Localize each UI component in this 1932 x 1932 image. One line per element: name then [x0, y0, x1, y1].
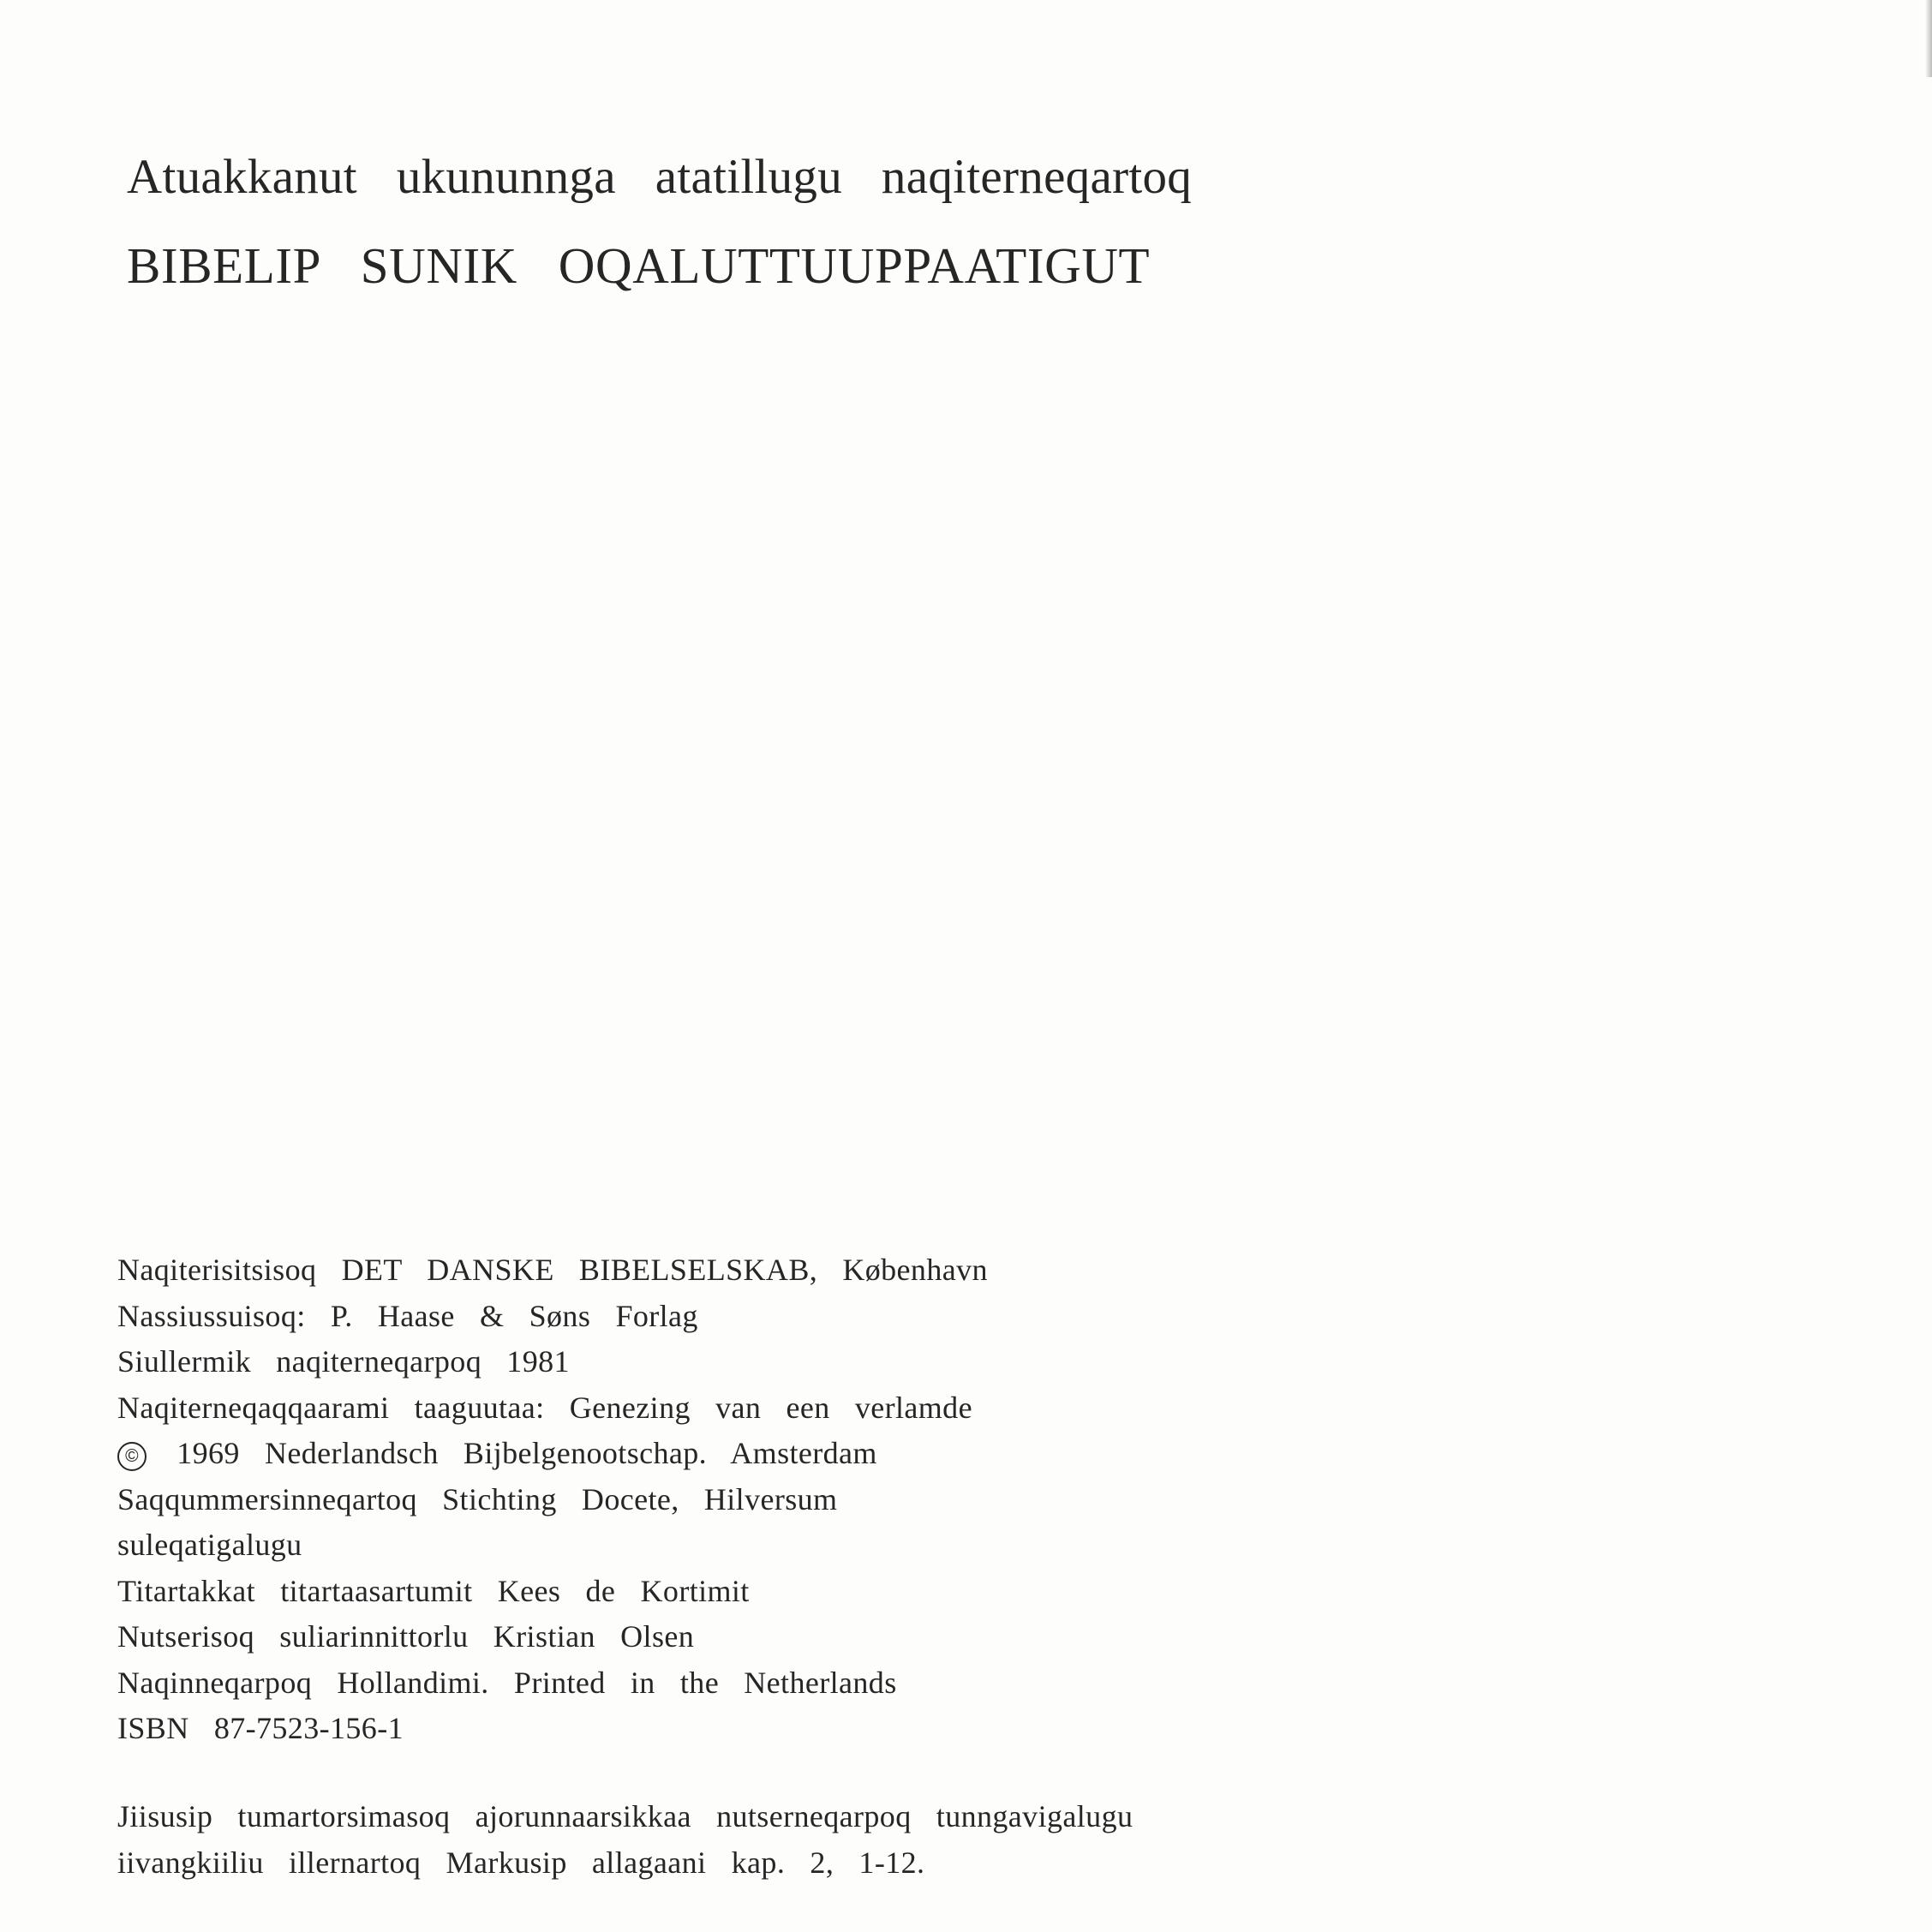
copyright-icon: ©	[117, 1442, 147, 1471]
book-title: BIBELIP SUNIK OQALUTTUUPPAATIGUT	[127, 237, 1151, 294]
page-edge-shadow	[1925, 0, 1932, 77]
produced-line: Saqqummersinneqartoq Stichting Docete, Hilversum	[117, 1481, 838, 1516]
imprint-block	[117, 1247, 1403, 1752]
publisher-line: Naqiterisitsisoq DET DANSKE BIBELSELSKAB, København	[117, 1253, 988, 1287]
note-line: iivangkiiliu illernartoq Markusip allagaani kap. 2, 1-12.	[117, 1845, 925, 1880]
copyright-row	[117, 1431, 1403, 1477]
translation-note	[117, 1794, 1403, 1886]
note-line: Jiisusip tumartorsimasoq ajorunnaarsikkaa nutserneqarpoq tunngavigalugu	[117, 1799, 1133, 1833]
isbn-line: ISBN 87-7523-156-1	[117, 1711, 404, 1745]
book-subtitle: Atuakkanut ukununnga atatillugu naqiterneqartoq	[127, 150, 1193, 204]
printed-line: Naqinneqarpoq Hollandimi. Printed in the Netherlands	[117, 1665, 897, 1700]
copyright-line: 1969 Nederlandsch Bijbelgenootschap. Amsterdam	[176, 1436, 877, 1470]
title-block	[127, 150, 1583, 294]
illustrations-line: Titartakkat titartaasartumit Kees de Kortimit	[117, 1573, 750, 1608]
translator-line: Nutserisoq suliarinnittorlu Kristian Olsen	[117, 1619, 695, 1654]
distributor-line: Nassiussuisoq: P. Haase & Søns Forlag	[117, 1298, 698, 1333]
first-edition-line: Siullermik naqiterneqarpoq 1981	[117, 1344, 570, 1379]
original-title-line: Naqiterneqaqqaarami taaguutaa: Genezing van een verlamde	[117, 1390, 972, 1425]
produced-line-continuation: suleqatigalugu	[117, 1528, 302, 1562]
